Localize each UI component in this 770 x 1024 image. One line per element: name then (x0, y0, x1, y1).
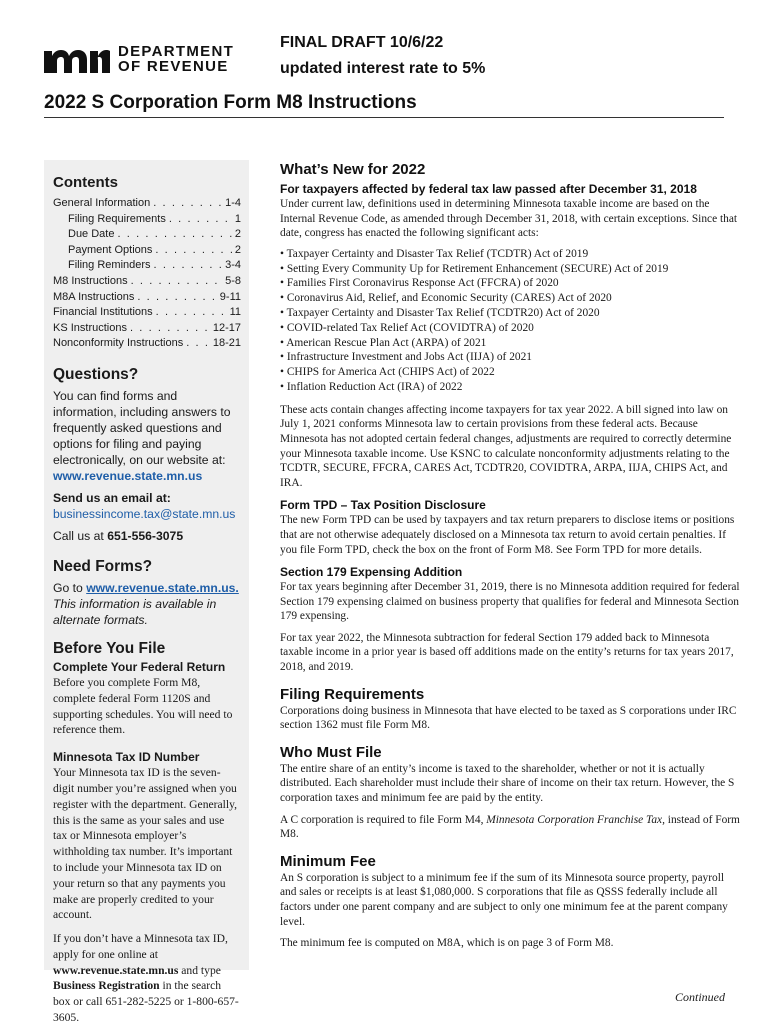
acts-text: These acts contain changes affecting income taxpayers for tax year 2022. A bill signed into law on July 1, 2021 conforms Minnesota law to certain provisions from these federal acts. Because Minnesota has not adopted certain federal changes, adjustments are required to correctly determine your Minnesota taxable income. Use KSNC to calculate nonconformity adjustments relating to the TCDTR, SECURE, FFCRA, CARES Act, TCDTR20, COVIDTRA, ARPA, IIJA, CHIPS Act, and IRA. (280, 403, 732, 489)
toc-item (53, 305, 241, 321)
go-to-text: Go to (53, 580, 87, 595)
toc-page: 3-4 (225, 259, 241, 272)
toc-label: Nonconformity Instructions (53, 337, 184, 350)
act-list-item: • Taxpayer Certainty and Disaster Tax Relief (TCDTR20) Act of 2020 (280, 306, 600, 319)
act-list-item: • Taxpayer Certainty and Disaster Tax Relief (TCDTR) Act of 2019 (280, 247, 589, 260)
forms-website-link[interactable]: www.revenue.state.mn.us. (86, 580, 239, 595)
toc-label: Filing Requirements (68, 212, 166, 225)
toc-item (53, 321, 241, 337)
section-179-heading: Section 179 Expensing Addition (280, 565, 463, 580)
who-text-2-italic: Minnesota Corporation Franchise Tax, (486, 813, 665, 826)
act-list-item: • Families First Coronavirus Response Act (FFCRA) of 2020 (280, 277, 559, 290)
tax-id-text: Your Minnesota tax ID is the seven-digit number you’re assigned when you register with the department. Generally, this is the same as your sales and use tax or Minnesota employer’s withholding tax number. It’s important to include your Minnesota tax ID on your return so that any payments you make are properly credited to your account. (53, 766, 238, 922)
minimum-fee-heading: Minimum Fee (280, 852, 376, 870)
phone-line (53, 528, 241, 544)
who-text-2a: A C corporation is required to file Form M4, (280, 813, 487, 826)
toc-page: 2 (234, 243, 241, 256)
no-id-text-2: and type (178, 963, 221, 977)
toc-item (53, 212, 241, 228)
contents-heading: Contents (53, 174, 118, 191)
toc-leader-dots (155, 243, 232, 259)
continued-note: Continued (675, 990, 725, 1004)
page-title: 2022 S Corporation Form M8 Instructions (44, 92, 417, 113)
main-content (280, 160, 740, 951)
toc-leader-dots (130, 321, 210, 337)
act-list-item: • COVID-related Tax Relief Act (COVIDTRA) of 2020 (280, 321, 534, 334)
questions-heading: Questions? (53, 365, 139, 383)
draft-notice (280, 30, 485, 82)
act-list-item: • CHIPS for America Act (CHIPS Act) of 2022 (280, 366, 495, 379)
section-179-text-1: For tax years beginning after December 31, 2019, there is no Minnesota addition required for federal Section 179 expensing claimed on business property that qualifies for federal and Minnesota Section 179 expensing. (280, 581, 740, 623)
toc-item (53, 290, 241, 306)
sidebar (44, 160, 249, 1024)
filing-requirements-text: Corporations doing business in Minnesota that have elected to be taxed as S corporations under IRC section 1362 must file Form M8. (280, 704, 737, 732)
toc-label: M8A Instructions (53, 290, 135, 303)
toc-label: M8 Instructions (53, 274, 128, 287)
who-must-file-text-1: The entire share of an entity’s income is taxed to the shareholder, whether or not it is actually distributed. Each shareholder must include their share of income on their tax return. However, the S corporation taxes and minimum fee are paid by the entity. (280, 762, 735, 805)
toc-item (53, 227, 241, 243)
acts-list (280, 247, 740, 395)
logo-text (118, 44, 234, 74)
affected-text: Under current law, definitions used in determining Minnesota taxable income are based on the Internal Revenue Code, as amended through December 31, 2018, with certain exceptions. Since that date, congress has enacted the following significant acts: (280, 198, 738, 240)
minimum-fee-text-1: An S corporation is subject to a minimum fee if the sum of its Minnesota source property, payroll and sales or receipts is at least $1,080,000. S corporations that file as QSSS federally include all factors under one parent company and are subject to only one minimum fee at the parent company level. (280, 871, 728, 928)
complete-federal-text: Before you complete Form M8, complete federal Form 1120S and supporting schedules. You will need to reference them. (53, 675, 233, 737)
alt-formats-note: This information is available in alternate formats. (53, 596, 217, 627)
logo-line-2: OF REVENUE (118, 58, 229, 75)
mn-logo-icon (44, 45, 110, 73)
title-divider (44, 117, 724, 118)
toc-page: 18-21 (212, 337, 241, 350)
draft-line-2: updated interest rate to 5% (280, 60, 486, 77)
toc-item (53, 196, 241, 212)
tax-id-heading: Minnesota Tax ID Number (53, 750, 200, 765)
tpd-heading: Form TPD – Tax Position Disclosure (280, 498, 486, 513)
need-forms-heading: Need Forms? (53, 557, 153, 575)
toc-page: 12-17 (212, 321, 241, 334)
tpd-text: The new Form TPD can be used by taxpayers and tax return preparers to disclose items or positions that are not otherwise adequately disclosed on a Minnesota tax return to avoid certain penalties. If you file Form TPD, check the box on the front of Form M8. See Form TPD for more details. (280, 514, 735, 556)
table-of-contents (53, 196, 241, 352)
call-prefix: Call us at (53, 528, 108, 543)
affected-heading: For taxpayers affected by federal tax law passed after December 31, 2018 (280, 182, 697, 196)
toc-page: 9-11 (219, 290, 241, 303)
no-id-text-1: If you don’t have a Minnesota tax ID, apply for one online at (53, 932, 228, 961)
toc-leader-dots (153, 196, 222, 212)
toc-leader-dots (137, 290, 216, 306)
section-179-text-2: For tax year 2022, the Minnesota subtraction for federal Section 179 added back to Minnesota taxable income in a prior year is based off additions made on the entity’s returns for tax years 2017, 2018, and 2019. (280, 631, 734, 674)
toc-item (53, 258, 241, 274)
act-list-item: • Inflation Reduction Act (IRA) of 2022 (280, 380, 463, 393)
toc-label: Financial Institutions (53, 306, 153, 319)
toc-page: 1-4 (225, 197, 241, 209)
toc-page: 5-8 (225, 274, 241, 287)
draft-line-1: FINAL DRAFT 10/6/22 (280, 34, 444, 51)
act-list-item: • Infrastructure Investment and Jobs Act (IIJA) of 2021 (280, 351, 532, 364)
toc-leader-dots (169, 212, 232, 228)
act-list-item: • Coronavirus Aid, Relief, and Economic Security (CARES) Act of 2020 (280, 292, 612, 305)
filing-requirements-heading: Filing Requirements (280, 685, 425, 703)
minimum-fee-text-2: The minimum fee is computed on M8A, which is on page 3 of Form M8. (280, 937, 614, 950)
toc-item (53, 243, 241, 259)
toc-page: 2 (234, 228, 241, 241)
act-list-item: • American Rescue Plan Act (ARPA) of 2021 (280, 336, 487, 349)
go-to-line (53, 580, 241, 596)
toc-leader-dots (186, 336, 210, 352)
phone-number: 651-556-3075 (107, 528, 184, 543)
toc-page: 11 (229, 306, 241, 319)
website-link[interactable]: www.revenue.state.mn.us (53, 468, 203, 483)
act-list-item: • Setting Every Community Up for Retirement Enhancement (SECURE) Act of 2019 (280, 262, 669, 275)
questions-text: You can find forms and information, including answers to frequently asked questions and options for filing and paying electronically, on our website at: (53, 388, 231, 467)
toc-item (53, 274, 241, 290)
toc-label: KS Instructions (53, 321, 127, 334)
toc-label: Payment Options (68, 243, 153, 256)
email-link[interactable]: businessincome.tax@state.mn.us (53, 506, 236, 521)
whats-new-heading: What’s New for 2022 (280, 161, 426, 178)
toc-leader-dots (156, 305, 227, 321)
who-text-2b: instead of Form M8. (280, 813, 740, 841)
toc-leader-dots (131, 274, 223, 290)
who-must-file-text-2 (280, 813, 740, 842)
mn-logo (44, 44, 234, 74)
no-id-text-3: in the search box or call 651-282-5225 or 1-800-657-3605. (53, 979, 239, 1024)
toc-label: Filing Reminders (68, 259, 151, 272)
toc-item (53, 336, 241, 352)
who-must-file-heading: Who Must File (280, 743, 382, 761)
no-tax-id-text (53, 931, 241, 1024)
email-label: Send us an email at: (53, 490, 171, 505)
toc-page: 1 (234, 212, 241, 225)
toc-leader-dots (154, 258, 223, 274)
complete-federal-heading: Complete Your Federal Return (53, 659, 226, 674)
logo-line-1: DEPARTMENT (118, 43, 235, 60)
before-you-file-heading: Before You File (53, 639, 166, 657)
toc-leader-dots (117, 227, 231, 243)
toc-label: General Information (53, 197, 151, 209)
no-id-website-link[interactable]: www.revenue.state.mn.us (53, 963, 179, 977)
toc-label: Due Date (68, 228, 115, 241)
business-registration-term: Business Registration (53, 979, 160, 993)
